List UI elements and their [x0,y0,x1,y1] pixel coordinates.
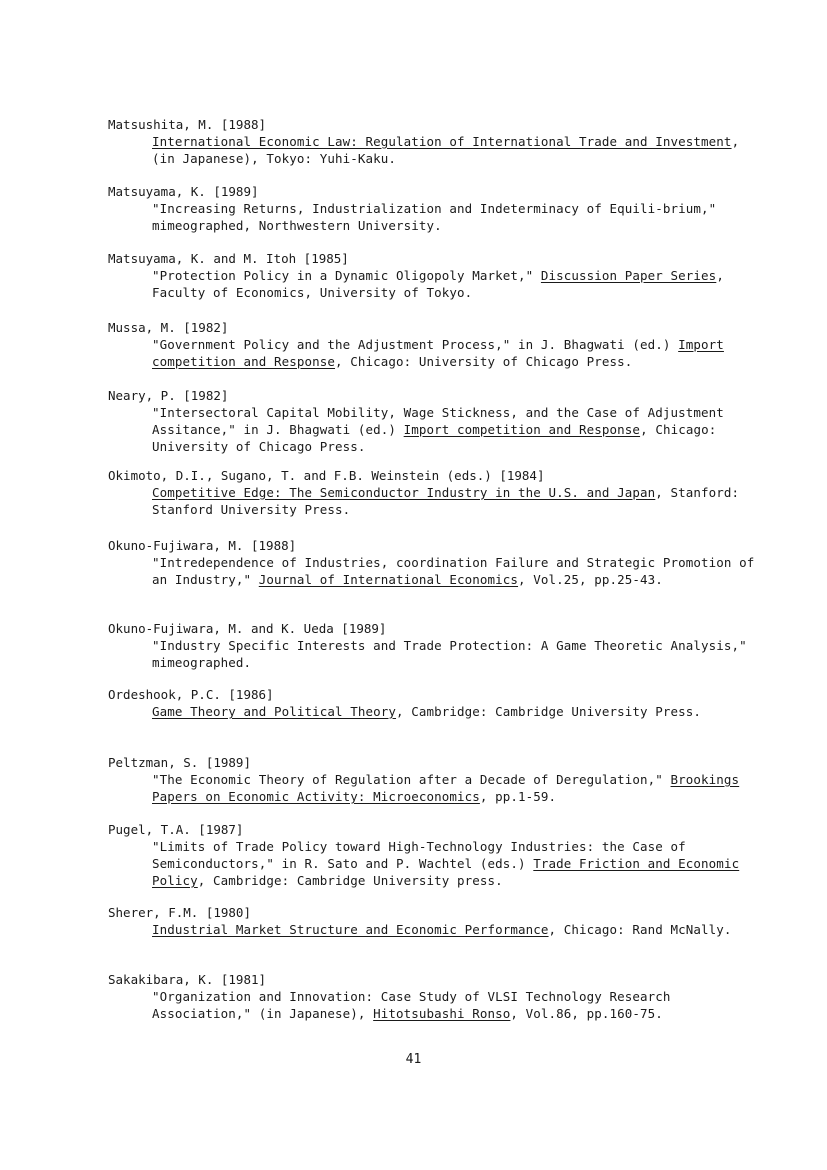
reference-author-year: Okimoto, D.I., Sugano, T. and F.B. Weinstein (eds.) [1984] [108,468,545,483]
reference-text: , (in Japanese), Tokyo: Yuhi-Kaku. [152,134,740,166]
reference-book-title: Import competition and Response [152,337,724,369]
reference-text: , Cambridge: Cambridge University press. [197,873,503,888]
reference-journal-title: Hitotsubashi Ronso [373,1006,511,1021]
reference-book-title: Industrial Market Structure and Economic Performance [152,922,549,937]
reference-citation [152,133,758,167]
reference-citation [152,988,758,1022]
reference-text: "Intersectoral Capital Mobility, Wage Stickness, and the Case of Adjustment Assitance," in J. Bhagwati (ed.) [152,405,724,437]
reference-citation [152,771,758,805]
reference-citation [152,267,758,301]
reference-citation [152,404,758,455]
reference-author-year: Matsuyama, K. and M. Itoh [1985] [108,251,349,266]
reference-entry [108,537,758,588]
reference-journal-title: Brookings Papers on Economic Activity: Microeconomics [152,772,740,804]
reference-text: , Chicago: University of Chicago Press. [335,354,633,369]
reference-text: , Vol.86, pp.160-75. [510,1006,663,1021]
reference-author-year: Sakakibara, K. [1981] [108,972,267,987]
reference-entry [108,250,758,301]
reference-entry [108,467,758,518]
reference-entry [108,116,758,167]
reference-text: "Protection Policy in a Dynamic Oligopoly Market," [152,268,541,283]
reference-citation [152,637,758,671]
reference-author-year: Neary, P. [1982] [108,388,229,403]
reference-text: "Industry Specific Interests and Trade Protection: A Game Theoretic Analysis," mimeographed. [152,638,747,670]
reference-entry [108,971,758,1022]
reference-text: , Chicago: University of Chicago Press. [152,422,717,454]
reference-entry [108,904,758,938]
reference-entry [108,686,758,720]
reference-text: "Increasing Returns, Industrialization and Indeterminacy of Equili-brium," mimeographed, Northwestern University. [152,201,717,233]
reference-text: , pp.1-59. [479,789,557,804]
reference-text: "Intredependence of Industries, coordination Failure and Strategic Promotion of an Industry," [152,555,755,587]
reference-book-title: International Economic Law: Regulation of International Trade and Investment [152,134,732,149]
reference-text: "The Economic Theory of Regulation after a Decade of Deregulation," [152,772,671,787]
reference-citation [152,554,758,588]
reference-text: "Government Policy and the Adjustment Process," in J. Bhagwati (ed.) [152,337,679,352]
reference-author-year: Peltzman, S. [1989] [108,755,251,770]
reference-author-year: Okuno-Fujiwara, M. [1988] [108,538,297,553]
reference-author-year: Sherer, F.M. [1980] [108,905,251,920]
reference-series-title: Discussion Paper Series [540,268,717,283]
reference-text: "Organization and Innovation: Case Study of VLSI Technology Research Association," (in Japanese), [152,989,671,1021]
reference-text: , Cambridge: Cambridge University Press. [396,704,702,719]
reference-entry [108,183,758,234]
reference-book-title: Import competition and Response [403,422,641,437]
reference-entry [108,821,758,889]
reference-author-year: Mussa, M. [1982] [108,320,229,335]
reference-entry [108,319,758,370]
reference-journal-title: Journal of International Economics [258,572,519,587]
reference-book-title: Trade Friction and Economic Policy [152,856,740,888]
reference-citation [152,921,758,938]
reference-author-year: Ordeshook, P.C. [1986] [108,687,274,702]
reference-entry [108,754,758,805]
reference-text: , Faculty of Economics, University of Tokyo. [152,268,724,300]
reference-citation [152,838,758,889]
reference-author-year: Matsuyama, K. [1989] [108,184,259,199]
reference-citation [152,484,758,518]
reference-book-title: Competitive Edge: The Semiconductor Industry in the U.S. and Japan [152,485,656,500]
reference-citation [152,336,758,370]
reference-text: , Vol.25, pp.25-43. [518,572,663,587]
reference-text: , Chicago: Rand McNally. [548,922,732,937]
reference-text: , Stanford: Stanford University Press. [152,485,740,517]
reference-book-title: Game Theory and Political Theory [152,704,397,719]
reference-entry [108,620,758,671]
reference-citation [152,703,758,720]
reference-text: "Limits of Trade Policy toward High-Technology Industries: the Case of Semiconductors," in R. Sato and P. Wachtel (eds.) [152,839,686,871]
reference-entry [108,387,758,455]
reference-author-year: Okuno-Fujiwara, M. and K. Ueda [1989] [108,621,387,636]
page-number: 41 [405,1052,422,1067]
reference-citation [152,200,758,234]
reference-author-year: Pugel, T.A. [1987] [108,822,244,837]
reference-author-year: Matsushita, M. [1988] [108,117,267,132]
